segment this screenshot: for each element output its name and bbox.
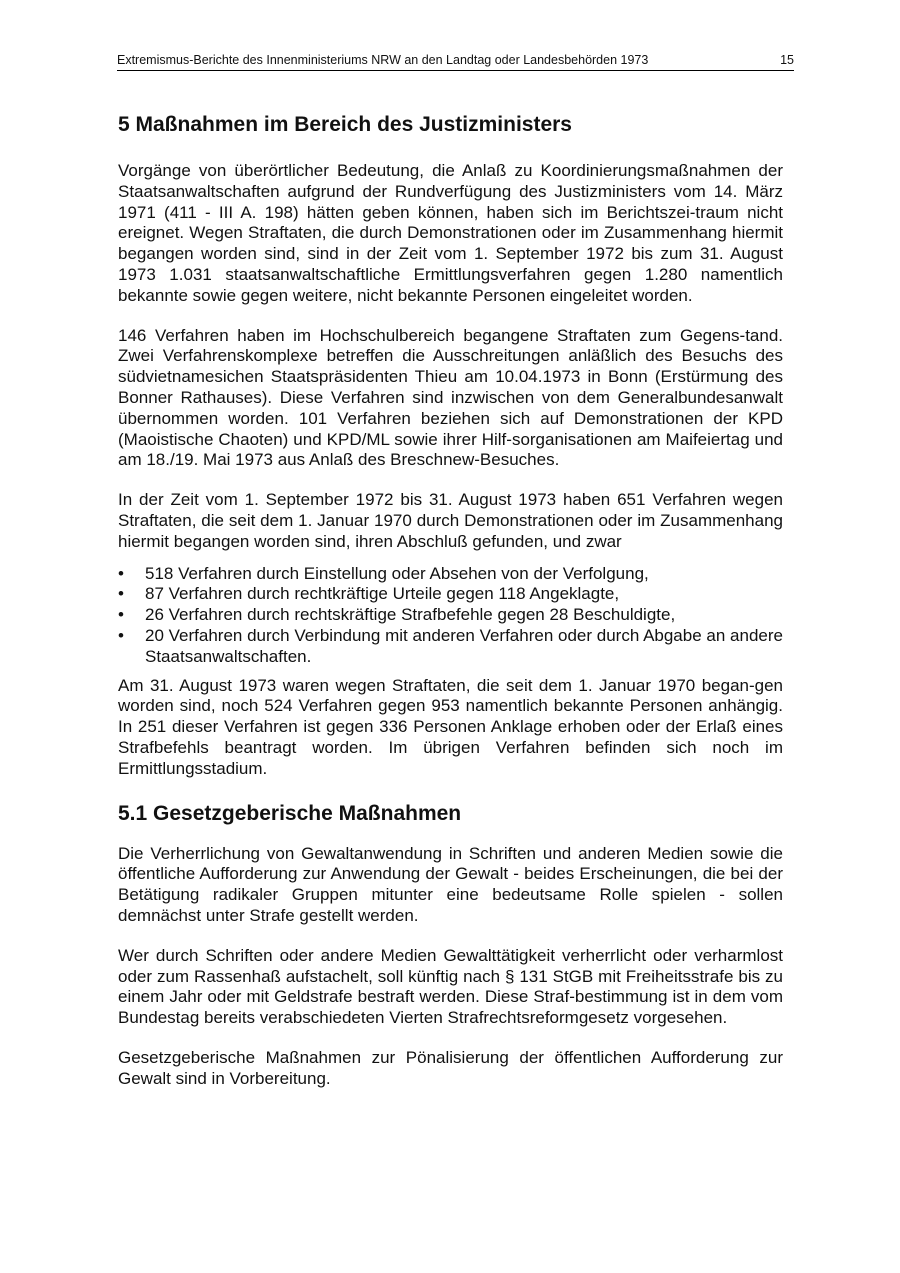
header-title: Extremismus-Berichte des Innenministeriums NRW an den Landtag oder Landesbehörden 1973 [117,53,649,67]
bullet-icon: • [118,625,124,645]
list-item [118,605,783,626]
list-item-text: 26 Verfahren durch rechtskräftige Strafbefehle gegen 28 Beschuldigte, [145,605,676,625]
body-paragraph: Vorgänge von überörtlicher Bedeutung, die Anlaß zu Koordinierungsmaßnahmen der Staatsanwaltschaften aufgrund der Rundverfügung des Justizministers vom 14. März 1971 (411 - III A. 198) hätten geben können, haben sich im Berichtszei-traum nicht ereignet. Wegen Straftaten, die durch Demonstrationen oder im Zusammenhang hiermit begangen worden sind, sind in der Zeit vom 1. September 1972 bis zum 31. August 1973 1.031 staatsanwaltschaftliche Ermittlungsverfahren gegen 1.280 namentlich bekannte sowie gegen weitere, nicht bekannte Personen eingeleitet worden. [118,161,783,305]
body-paragraph: Am 31. August 1973 waren wegen Straftaten, die seit dem 1. Januar 1970 began-gen worden sind, noch 524 Verfahren gegen 953 namentlich bekannte Personen anhängig. In 251 dieser Verfahren ist gegen 336 Personen Anklage erhoben oder der Erlaß eines Strafbefehls beantragt worden. Im übrigen Verfahren befinden sich noch im Ermittlungsstadium. [118,675,783,778]
document-body [118,112,783,1108]
list-item-text: 20 Verfahren durch Verbindung mit anderen Verfahren oder durch Abgabe an andere Staatsanwaltschaften. [145,625,783,666]
bullet-icon: • [118,563,124,583]
body-paragraph: Wer durch Schriften oder andere Medien Gewalttätigkeit verherrlicht oder verharmlost oder zum Rassenhaß aufstachelt, soll künftig nach § 131 StGB mit Freiheitsstrafe bis zu einem Jahr oder mit Geldstrafe bestraft werden. Diese Straf-bestimmung ist in dem vom Bundestag bereits verabschiedeten Vierten Strafrechtsreformgesetz vorgesehen. [118,945,783,1028]
bullet-icon: • [118,605,124,625]
body-paragraph: 146 Verfahren haben im Hochschulbereich begangene Straftaten zum Gegens-tand. Zwei Verfahrenskomplexe betreffen die Ausschreitungen anläßlich des Besuchs des südvietnamesichen Staatspräsidenten Thieu am 10.04.1973 in Bonn (Erstürmung des Bonner Rathauses). Diese Verfahren sind inzwischen von dem Generalbundesanwalt übernommen worden. 101 Verfahren beziehen sich auf Demonstrationen der KPD (Maoistische Chaoten) und KPD/ML sowie ihrer Hilf-sorganisationen am Maifeiertag und am 18./19. Mai 1973 aus Anlaß des Breschnew-Besuches. [118,325,783,470]
body-paragraph: Die Verherrlichung von Gewaltanwendung in Schriften und anderen Medien sowie die öffentliche Aufforderung zur Anwendung der Gewalt - beides Erscheinungen, die bei der Betätigung radikaler Gruppen mitunter eine bedeutsame Rolle spielen - sollen demnächst unter Strafe gestellt werden. [118,843,783,925]
list-item-text: 518 Verfahren durch Einstellung oder Absehen von der Verfolgung, [145,563,649,583]
body-paragraph: In der Zeit vom 1. September 1972 bis 31. August 1973 haben 651 Verfahren wegen Straftaten, die seit dem 1. Januar 1970 durch Demonstrationen oder im Zusammenhang hiermit begangen worden sind, ihren Abschluß gefunden, und zwar [118,490,783,551]
running-header [117,52,794,71]
list-item-text: 87 Verfahren durch rechtkräftige Urteile gegen 118 Angeklagte, [145,584,620,604]
bullet-icon: • [118,584,124,604]
list-item [118,626,783,668]
page-number: 15 [780,53,794,67]
list-item [118,584,783,605]
list-item [118,564,783,585]
body-paragraph: Gesetzgeberische Maßnahmen zur Pönalisierung der öffentlichen Aufforderung zur Gewalt sind in Vorbereitung. [118,1047,783,1088]
bullet-list [118,564,783,668]
subsection-heading: 5.1 Gesetzgeberische Maßnahmen [118,801,462,825]
section-heading: 5 Maßnahmen im Bereich des Justizministers [118,113,572,136]
